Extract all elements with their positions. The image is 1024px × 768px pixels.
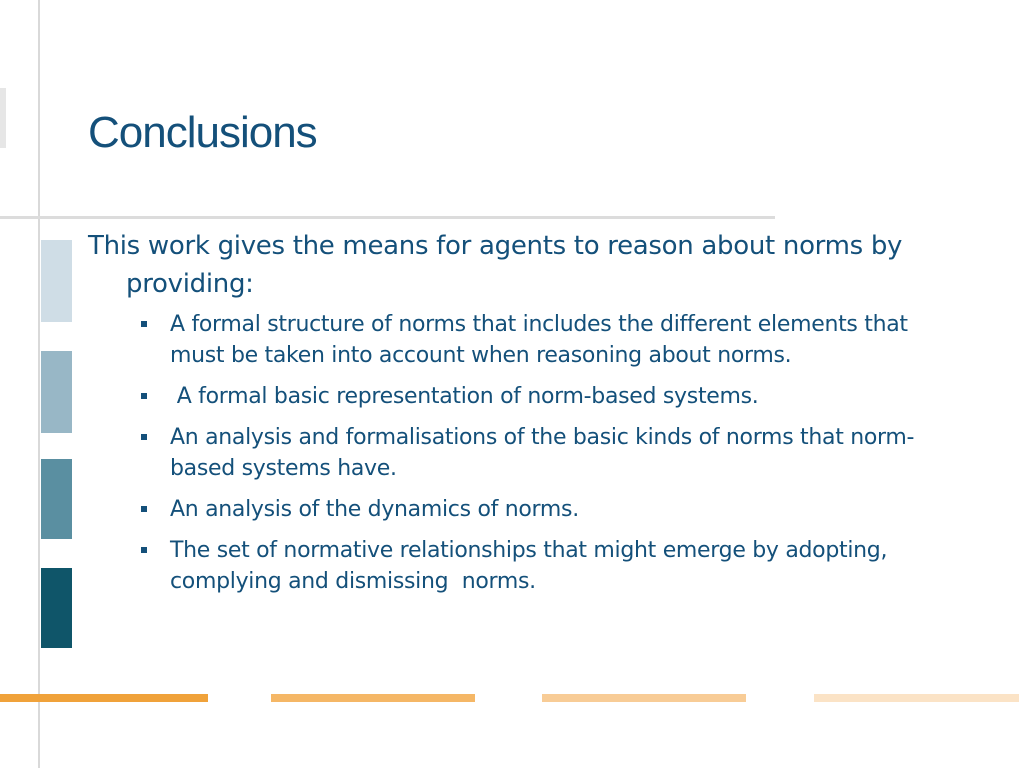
- decor-block-1: [41, 240, 72, 322]
- footer-bar-2: [271, 694, 475, 702]
- footer-bar-1: [0, 694, 208, 702]
- list-item-text: A formal structure of norms that includes the different elements that must be taken into account when reasoning about norms.: [170, 312, 908, 368]
- slide-title: Conclusions: [88, 108, 317, 157]
- decor-block-3: [41, 459, 72, 539]
- list-item-text: The set of normative relationships that might emerge by adopting, complying and dismissing norms.: [170, 538, 888, 594]
- square-bullet-icon: [141, 434, 147, 440]
- bullet-list: [88, 309, 918, 597]
- title-divider: [0, 216, 775, 219]
- square-bullet-icon: [141, 506, 147, 512]
- footer-bar-4: [814, 694, 1019, 702]
- list-item: [88, 381, 918, 412]
- square-bullet-icon: [141, 393, 147, 399]
- square-bullet-icon: [141, 547, 147, 553]
- decor-block-4: [41, 568, 72, 648]
- list-item-text: A formal basic representation of norm-based systems.: [170, 384, 759, 409]
- edge-mark: [0, 88, 6, 148]
- list-item: [88, 422, 918, 484]
- list-item: [88, 309, 918, 371]
- square-bullet-icon: [141, 321, 147, 327]
- left-vertical-rule: [38, 0, 40, 768]
- list-item-text: An analysis of the dynamics of norms.: [170, 497, 579, 522]
- footer-bar-3: [542, 694, 746, 702]
- list-item-text: An analysis and formalisations of the basic kinds of norms that norm-based systems have.: [170, 425, 915, 481]
- list-item: [88, 494, 918, 525]
- list-item: [88, 535, 918, 597]
- lead-paragraph: This work gives the means for agents to reason about norms by providing:: [88, 231, 903, 299]
- slide-body: [88, 227, 918, 607]
- decor-block-2: [41, 351, 72, 433]
